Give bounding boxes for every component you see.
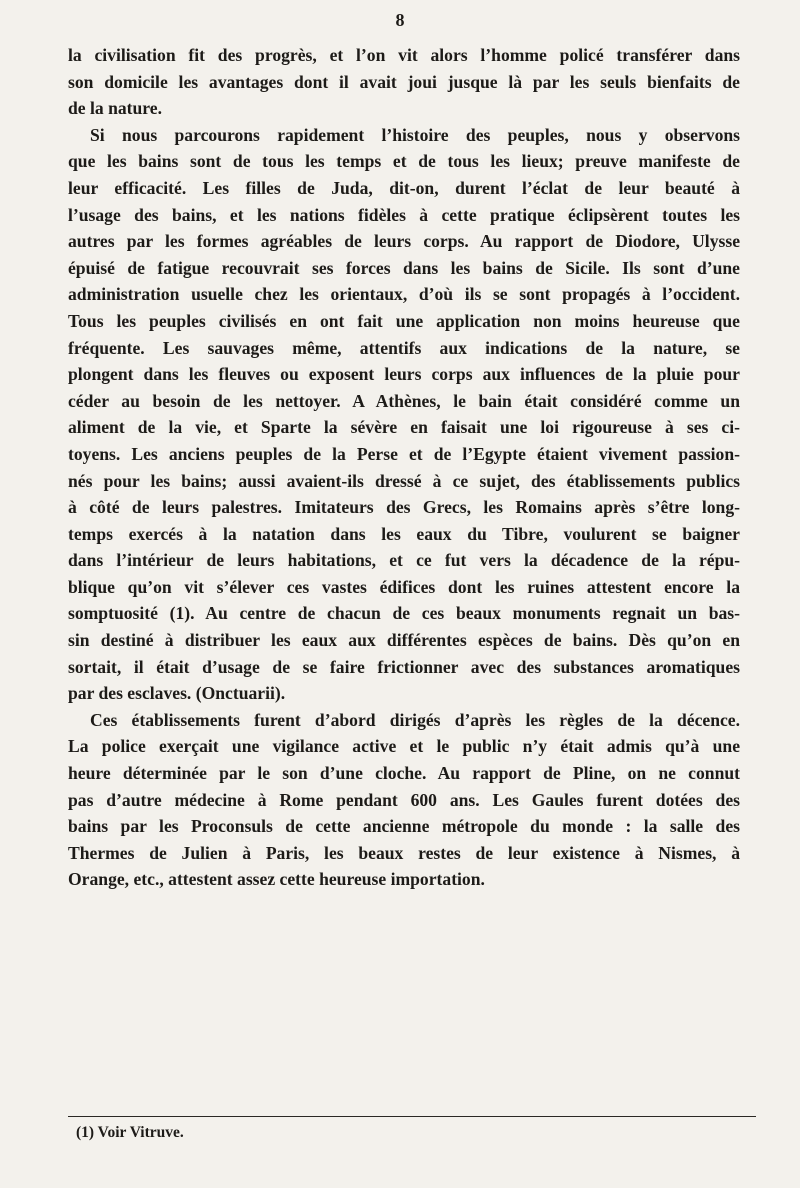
text-line: à côté de leurs palestres. Imitateurs des Grecs, les Romains après s’être long- — [68, 497, 740, 518]
text-line: autres par les formes agréables de leurs corps. Au rapport de Diodore, Ulysse — [68, 231, 740, 252]
text-line: de la nature. — [68, 98, 162, 119]
text-line: bains par les Proconsuls de cette ancienne métropole du monde : la salle des — [68, 816, 740, 837]
text-line: Thermes de Julien à Paris, les beaux restes de leur existence à Nismes, à — [68, 842, 740, 863]
footnote-divider — [68, 1116, 756, 1117]
text-line: sortait, il était d’usage de se faire frictionner avec des substances aromatiques — [68, 656, 740, 677]
text-line: l’usage des bains, et les nations fidèles à cette pratique éclipsèrent toutes les — [68, 204, 740, 225]
text-line: heure déterminée par le son d’une cloche. Au rapport de Pline, on ne connut — [68, 763, 740, 784]
text-line: plongent dans les fleuves ou exposent leurs corps aux influences de la pluie pour — [68, 364, 740, 385]
text-line: blique qu’on vit s’élever ces vastes édifices dont les ruines attestent encore la — [68, 576, 740, 597]
text-line: par des esclaves. (Onctuarii). — [68, 683, 286, 704]
text-line: somptuosité (1). Au centre de chacun de ces beaux monuments regnait un bas- — [68, 603, 740, 624]
text-line: toyens. Les anciens peuples de la Perse et de l’Egypte étaient vivement passion- — [68, 443, 740, 464]
text-line: administration usuelle chez les orientaux, d’où ils se sont propagés à l’occident. — [68, 284, 740, 305]
text-line: épuisé de fatigue recouvrait ses forces dans les bains de Sicile. Ils sont d’une — [68, 257, 740, 278]
text-line: La police exerçait une vigilance active et le public n’y était admis qu’à une — [68, 736, 740, 757]
footnote: (1) Voir Vitruve. — [76, 1124, 184, 1141]
text-line: aliment de la vie, et Sparte la sévère en faisait une loi rigoureuse à ses ci- — [68, 417, 740, 438]
text-line: céder au besoin de les nettoyer. A Athènes, le bain était considéré comme un — [68, 390, 740, 411]
text-line: dans l’intérieur de leurs habitations, et ce fut vers la décadence de la répu- — [68, 550, 740, 571]
text-line: son domicile les avantages dont il avait joui jusque là par les seuls bienfaits de — [68, 71, 740, 92]
text-line: nés pour les bains; aussi avaient-ils dressé à ce sujet, des établissements publics — [68, 470, 740, 491]
text-line: leur efficacité. Les filles de Juda, dit-on, durent l’éclat de leur beauté à — [68, 177, 740, 198]
text-line: que les bains sont de tous les temps et de tous les lieux; preuve manifeste de — [68, 151, 740, 172]
body-text — [68, 42, 740, 893]
text-line: Tous les peuples civilisés en ont fait une application non moins heureuse que — [68, 310, 740, 331]
text-line: temps exercés à la natation dans les eaux du Tibre, voulurent se baigner — [68, 523, 740, 544]
text-line: la civilisation fit des progrès, et l’on vit alors l’homme policé transférer dans — [68, 45, 740, 65]
text-line: Orange, etc., attestent assez cette heureuse importation. — [68, 869, 485, 890]
text-line: Ces établissements furent d’abord dirigés d’après les règles de la décence. — [90, 709, 740, 730]
text-line: sin destiné à distribuer les eaux aux différentes espèces de bains. Dès qu’on en — [68, 630, 740, 651]
text-line: Si nous parcourons rapidement l’histoire des peuples, nous y observons — [90, 124, 740, 145]
text-line: pas d’autre médecine à Rome pendant 600 ans. Les Gaules furent dotées des — [68, 789, 740, 810]
page-number: 8 — [395, 10, 405, 30]
text-line: fréquente. Les sauvages même, attentifs aux indications de la nature, se — [68, 337, 740, 358]
